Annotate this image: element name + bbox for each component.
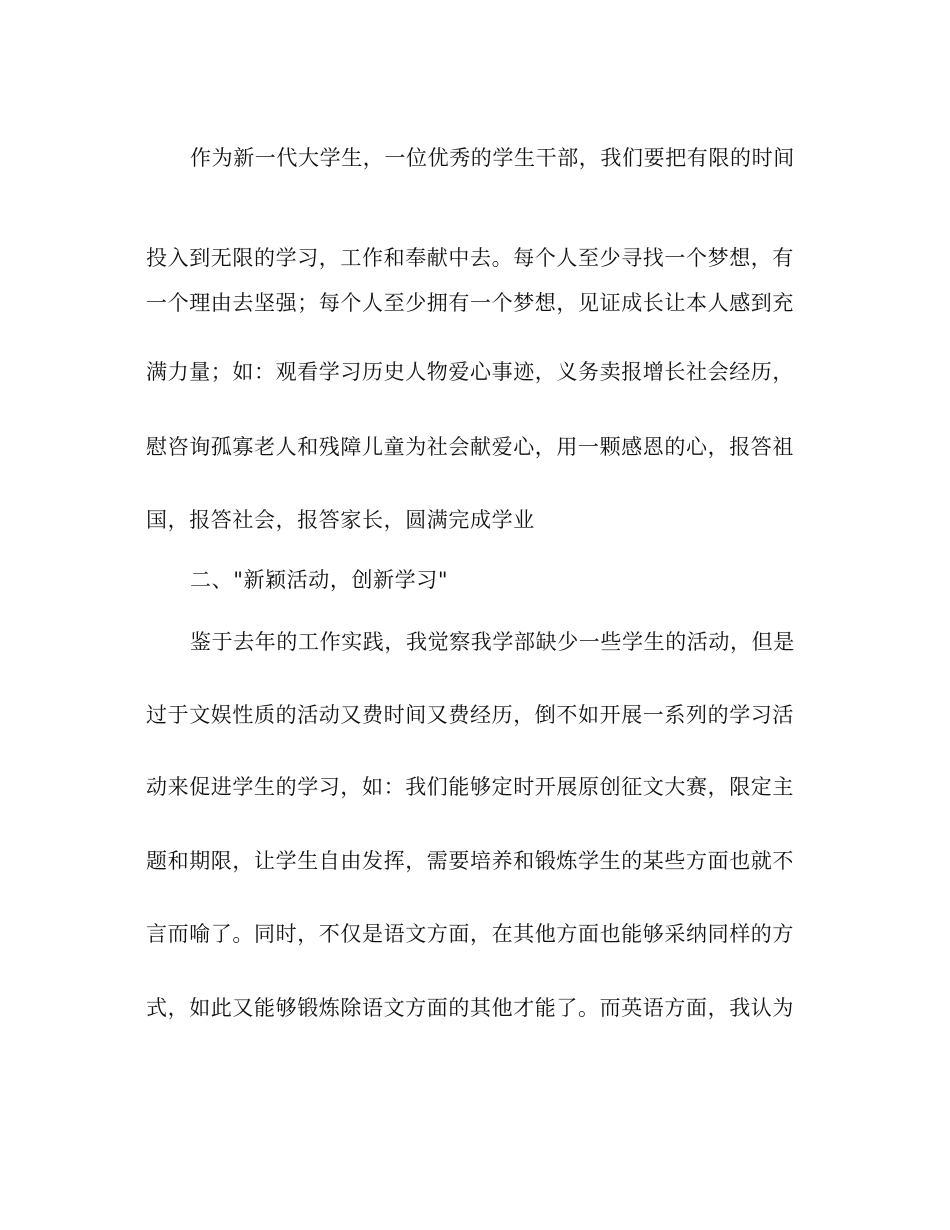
paragraph-2-line-5: 言而喻了。同时，不仅是语文方面，在其他方面也能够采纳同样的方 [146, 922, 794, 946]
paragraph-1-line-4: 满力量；如：观看学习历史人物爱心事迹，义务卖报增长社会经历， [146, 360, 794, 384]
paragraph-1-line-1: 作为新一代大学生，一位优秀的学生干部，我们要把有限的时间 [190, 146, 795, 170]
paragraph-2-line-1: 鉴于去年的工作实践，我觉察我学部缺少一些学生的活动，但是 [190, 630, 795, 654]
paragraph-2-line-2: 过于文娱性质的活动又费时间又费经历，倒不如开展一系列的学习活 [146, 703, 794, 727]
paragraph-2-line-4: 题和期限，让学生自由发挥，需要培养和锻炼学生的某些方面也就不 [146, 849, 794, 873]
paragraph-1-line-3: 一个理由去坚强；每个人至少拥有一个梦想，见证成长让本人感到充 [146, 291, 794, 315]
paragraph-1-line-6: 国，报答社会，报答家长，圆满完成学业 [146, 508, 535, 532]
paragraph-1-line-2: 投入到无限的学习，工作和奉献中去。每个人至少寻找一个梦想，有 [146, 246, 794, 270]
paragraph-1-line-5: 慰咨询孤寡老人和残障儿童为社会献爱心，用一颗感恩的心，报答祖 [146, 435, 794, 459]
paragraph-2-line-3: 动来促进学生的学习，如：我们能够定时开展原创征文大赛，限定主 [146, 775, 794, 799]
section-heading: 二、"新颖活动，创新学习" [190, 568, 449, 592]
paragraph-2-line-6: 式，如此又能够锻炼除语文方面的其他才能了。而英语方面，我认为 [146, 996, 794, 1020]
